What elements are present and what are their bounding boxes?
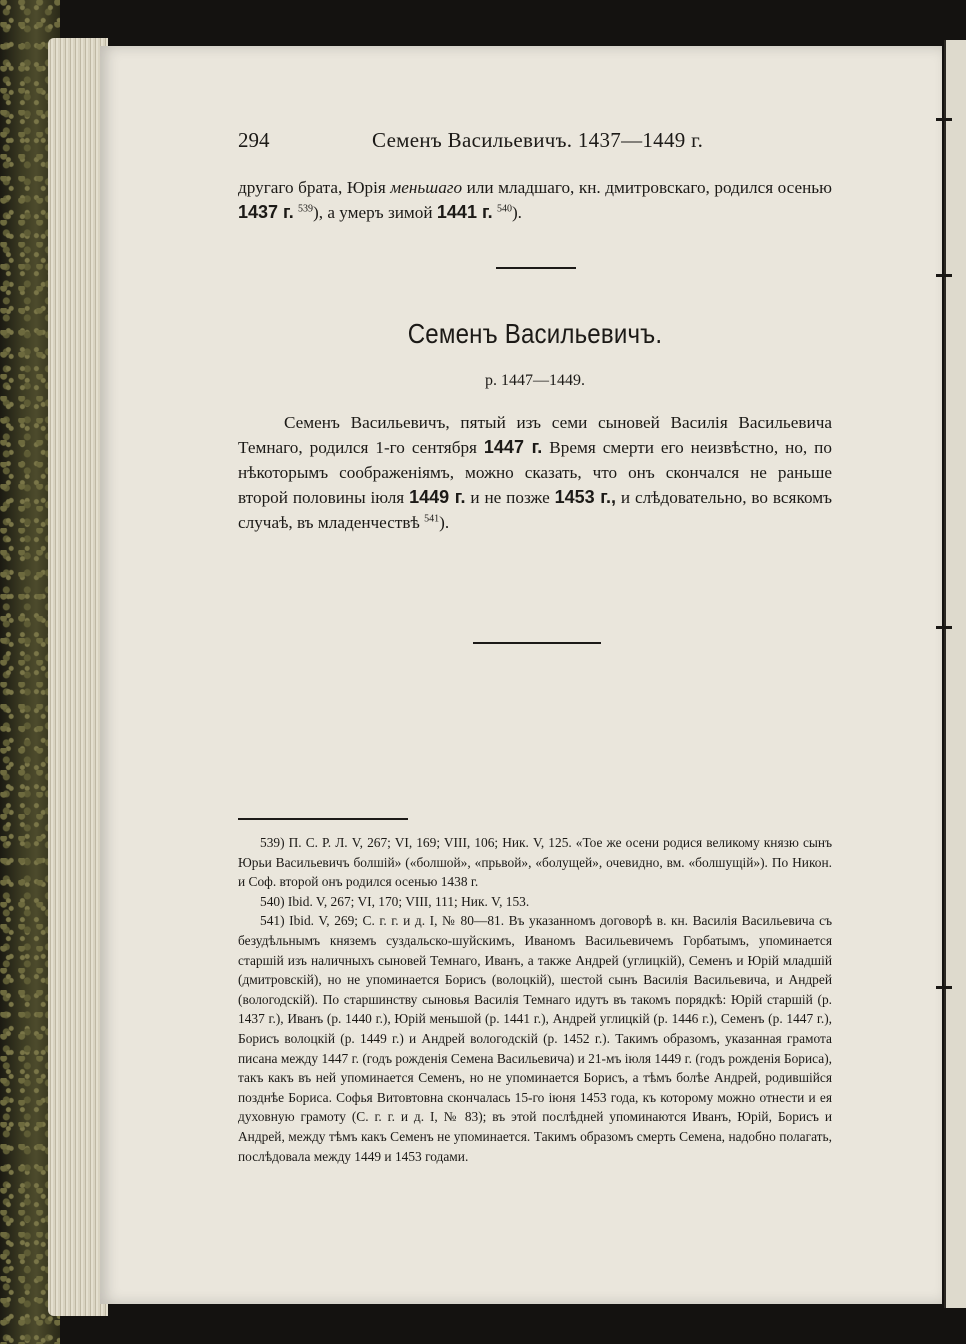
footnote-separator — [238, 818, 408, 820]
text-run: другаго брата, Юрія — [238, 178, 391, 197]
page-tab-marker — [936, 626, 952, 629]
text-run: или младшаго, кн. дмитровскаго, родился осенью — [462, 178, 832, 197]
footnote-ref[interactable]: 540 — [496, 203, 512, 215]
page-tab-marker — [936, 274, 952, 277]
italic-word: меньшаго — [390, 178, 463, 197]
bold-year: 1453 г., — [554, 487, 616, 507]
bold-year: 1447 г. — [483, 437, 543, 457]
bold-year: 1437 г. — [238, 202, 294, 222]
footnote-540: 540) Ibid. V, 267; VI, 170; VIII, 111; Ник. V, 153. — [260, 893, 530, 909]
page-tab-marker — [936, 986, 952, 989]
footnote-ref[interactable]: 539 — [298, 203, 314, 215]
section-divider — [496, 267, 576, 269]
section-end-divider — [473, 642, 601, 644]
text-run: ), а умеръ зимой — [313, 203, 437, 222]
text-run: ). — [439, 513, 450, 532]
text-run: Семенъ Васильевичъ, пятый изъ семи сыновей Василія Васильевича Темнаго, родился 1-го сентября — [238, 413, 832, 457]
page-number: 294 — [238, 128, 270, 152]
bold-year: 1449 г. — [409, 487, 466, 507]
page-tab-marker — [936, 118, 952, 121]
paragraph-continued — [238, 175, 832, 225]
footnote-ref[interactable]: 541 — [424, 513, 440, 525]
text-run: Время смерти его неизвѣстно, но, по нѣкоторымъ соображеніямъ, можно сказать, что онъ скончался не раньше второй половины іюля — [238, 438, 832, 507]
text-run: и не позже — [465, 488, 555, 507]
section-paragraph — [238, 410, 832, 535]
section-subheading: р. 1447—1449. — [485, 372, 585, 389]
text-run: ). — [511, 203, 522, 222]
footnote-541: 541) Ibid. V, 269; С. г. г. и д. I, № 80—81. Въ указанномъ договорѣ в. кн. Василія Васильевича съ безудѣльнымъ княземъ суздальско-шуйскимъ, Иваномъ Васильевичемъ Горбатымъ, упоминается старшій изъ наличныхъ сыновей Темнаго, Иванъ, а также Андрей (углицкій), Семенъ и Юрій младшій (дмитровскій), но не упоминается Борисъ (волоцкій), шестой сынъ Василія Васильевича, и Андрей (вологодскій). По старшинству сыновья Василія Темнаго идутъ въ такомъ порядкѣ: Юрій старшій (р. 1437 г.), Иванъ (р. 1440 г.), Юрій меньшой (р. 1441 г.), Андрей углицкій (р. 1446 г.), Семенъ (р. 1447 г.), Борисъ волоцкій (р. 1449 г.) и Андрей вологодскій (р. 1452 г.). Такимъ образомъ, указанная грамота писана между 1447 г. (годъ рожденія Семена Васильевича) и 21-мъ іюля 1449 г. (годъ рожденія Бориса), такъ какъ въ ней упоминается Семенъ, но не упоминается Борисъ, а тѣмъ болѣе Андрей, родившійся позднѣе Бориса. Софья Витовтовна скончалась 15-го іюня 1453 года, къ которому можно отнести и ея духовную грамоту (С. г. г. и д. I, № 83); въ этой послѣдней упоминаются Иванъ, Юрій, Борисъ и Андрей, между тѣмъ какъ Семенъ не упоминается. Такимъ образомъ смерть Семена, надобно полагать, послѣдовала между 1449 и 1453 годами. — [238, 913, 832, 1164]
bold-year: 1441 г. — [436, 202, 493, 222]
section-heading: Семенъ Васильевичъ. — [407, 318, 663, 349]
text-run: и слѣдовательно, во всякомъ случаѣ, въ младенчествѣ — [238, 488, 832, 532]
page-stack-edge — [48, 38, 108, 1316]
footnote-539: 539) П. С. Р. Л. V, 267; VI, 169; VIII, 106; Ник. V, 125. «Тое же осени родися великому князю сынъ Юрьи Васильевичъ болшій» («болшой», «прьвой», «болущей», очевидно, вм. «болшущій»). По Никон. и Соф. второй онъ родился осенью 1438 г. — [238, 835, 832, 890]
footnotes — [238, 833, 832, 1166]
facing-page-edge — [944, 40, 966, 1308]
running-title: Семенъ Васильевичъ. 1437—1449 г. — [372, 128, 704, 152]
